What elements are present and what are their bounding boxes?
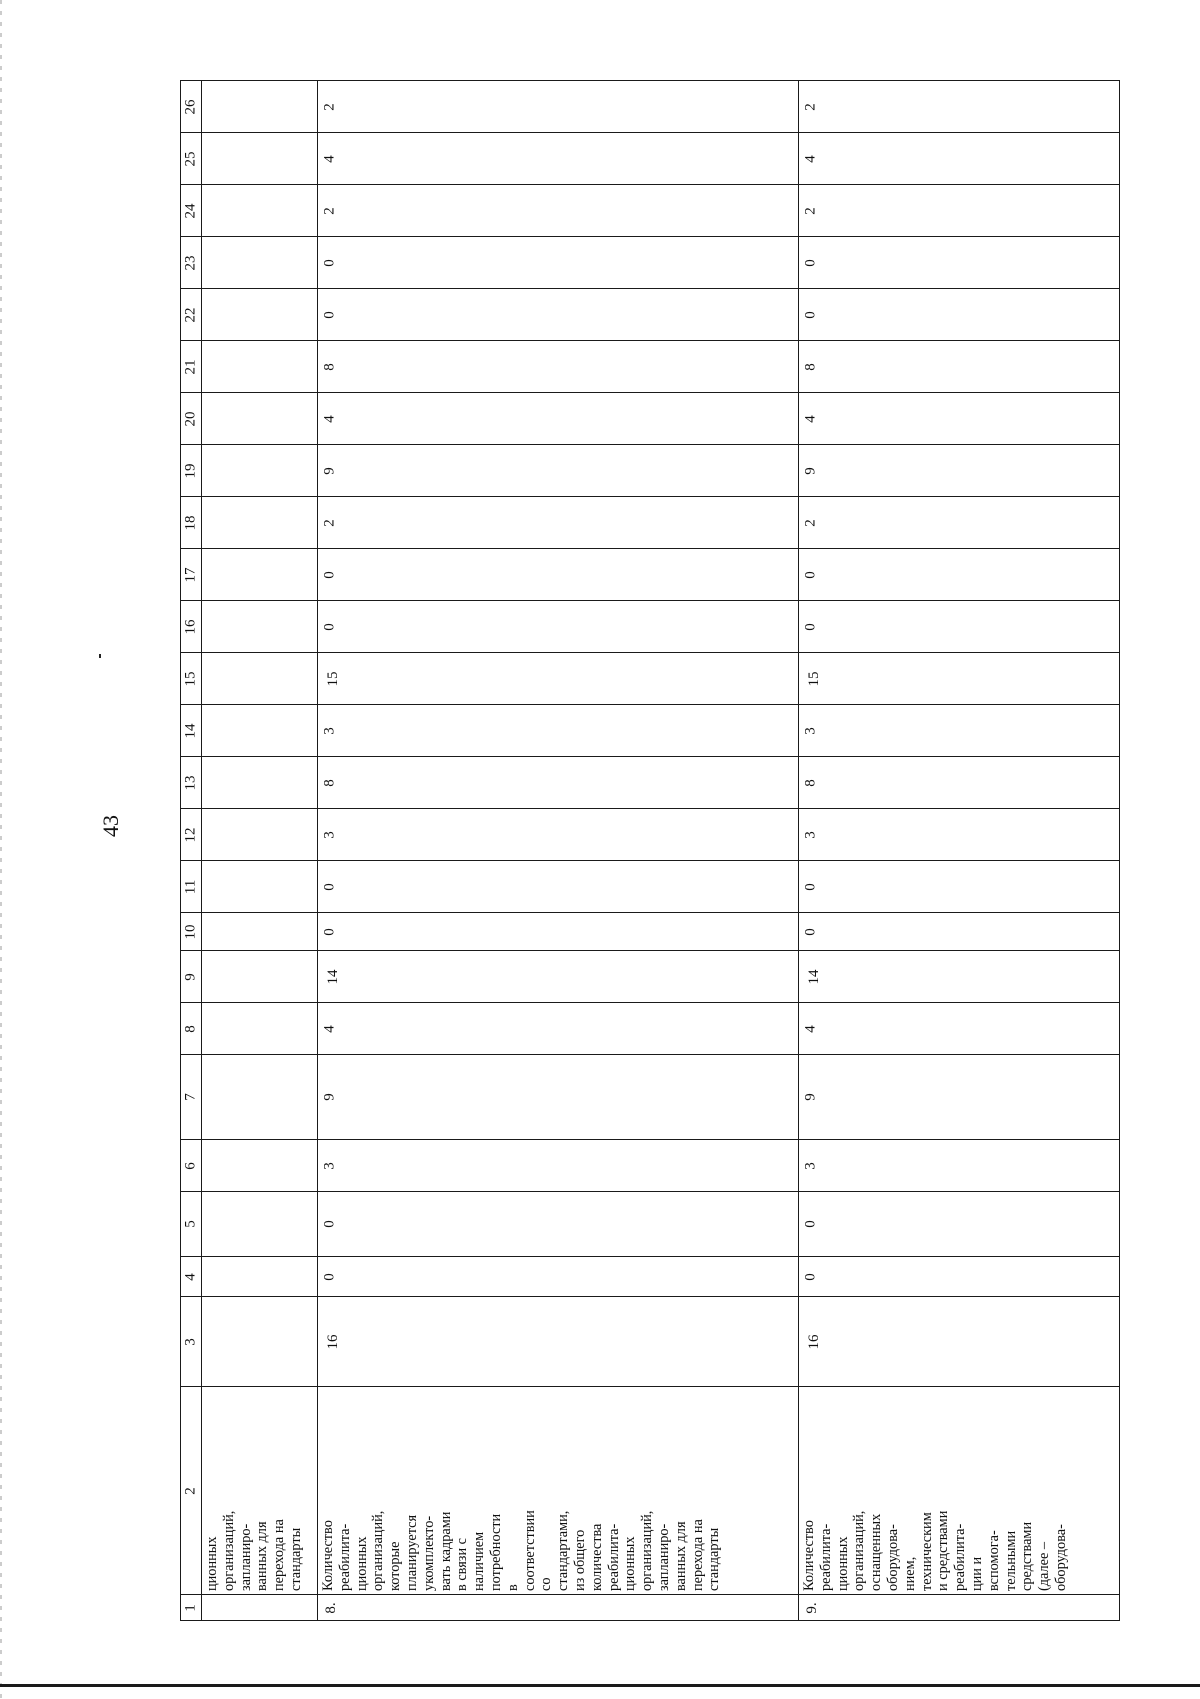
value-cell [799, 1055, 1120, 1140]
column-header-label: 4 [182, 1272, 199, 1281]
value-cell [318, 951, 799, 1003]
description-line: стандартами, [555, 1510, 572, 1591]
value-cell [799, 1257, 1120, 1297]
column-header-label: 22 [182, 307, 199, 322]
column-header-label: 6 [182, 1161, 199, 1170]
cell-value: 3 [802, 830, 819, 839]
value-cell [318, 393, 799, 445]
row-number: 9. [804, 1601, 821, 1614]
cell-value: 8 [321, 362, 338, 371]
column-header-label: 14 [182, 723, 199, 738]
value-cell [202, 1003, 318, 1055]
column-header-label: 9 [182, 972, 199, 981]
value-cell [202, 549, 318, 601]
scan-speck [99, 654, 101, 658]
table-row-col-22 [181, 289, 1120, 341]
table-row-col-23 [181, 237, 1120, 289]
column-header-label: 7 [182, 1093, 199, 1101]
value-cell [202, 653, 318, 705]
column-header [181, 1595, 202, 1621]
value-cell [318, 1192, 799, 1257]
cell-value: 8 [802, 778, 819, 787]
value-cell [202, 445, 318, 497]
value-cell [202, 951, 318, 1003]
description-line: запланиро- [237, 1523, 254, 1591]
description-line: со [538, 1577, 555, 1591]
table-row-col-4 [181, 1257, 1120, 1297]
value-cell [202, 861, 318, 913]
row-description-cell [318, 1387, 799, 1595]
value-cell [799, 809, 1120, 861]
value-cell [799, 653, 1120, 705]
table-row-col-21 [181, 341, 1120, 393]
value-cell [318, 601, 799, 653]
cell-value: 2 [802, 102, 819, 111]
table-row-col-15 [181, 653, 1120, 705]
column-header-label: 23 [182, 255, 199, 270]
value-cell [202, 341, 318, 393]
cell-value: 16 [325, 1334, 341, 1349]
description-line: ции и [968, 1556, 985, 1591]
value-cell [318, 1297, 799, 1387]
value-cell [799, 341, 1120, 393]
description-line: реабилита- [952, 1523, 969, 1591]
column-header-label: 24 [182, 203, 199, 218]
value-cell [318, 1003, 799, 1055]
row-number-cell [318, 1595, 799, 1621]
value-cell [799, 951, 1120, 1003]
value-cell [799, 757, 1120, 809]
column-header [181, 705, 202, 757]
column-header [181, 861, 202, 913]
description-line: ционных [622, 1536, 639, 1591]
cell-value: 2 [321, 102, 338, 111]
value-cell [799, 1003, 1120, 1055]
value-cell [202, 913, 318, 951]
description-line: Количество [320, 1520, 336, 1591]
cell-value: 14 [806, 969, 822, 984]
column-header [181, 809, 202, 861]
cell-value: 0 [321, 258, 338, 267]
value-cell [318, 1055, 799, 1140]
cell-value: 4 [321, 1024, 338, 1033]
value-cell [799, 1140, 1120, 1192]
cell-value: 0 [802, 1272, 819, 1281]
cell-value: 0 [802, 570, 819, 579]
value-cell [318, 861, 799, 913]
table-row-col-19 [181, 445, 1120, 497]
row-number-cell [202, 1595, 318, 1621]
row-number: 8. [323, 1601, 340, 1614]
column-header [181, 289, 202, 341]
table-row-col-25 [181, 133, 1120, 185]
description-line: Количество [801, 1520, 817, 1591]
value-cell [799, 1192, 1120, 1257]
value-cell [799, 861, 1120, 913]
description-line: (далее – [1036, 1541, 1053, 1591]
value-cell [202, 497, 318, 549]
column-header [181, 133, 202, 185]
cell-value: 0 [802, 882, 819, 891]
description-line: планируется [403, 1514, 420, 1591]
value-cell [202, 185, 318, 237]
cell-value: 4 [321, 154, 338, 163]
column-header [181, 1140, 202, 1192]
column-header-label: 12 [182, 827, 199, 842]
table-row-col-6 [181, 1140, 1120, 1192]
description-line: реабилита- [817, 1523, 834, 1591]
column-header [181, 549, 202, 601]
column-header [181, 1297, 202, 1387]
description-line: и средствами [935, 1510, 952, 1591]
value-cell [318, 185, 799, 237]
cell-value: 0 [321, 882, 338, 891]
column-header-label: 16 [182, 619, 199, 634]
description-line: средствами [1019, 1521, 1036, 1591]
cell-value: 0 [802, 622, 819, 631]
value-cell [318, 81, 799, 133]
cell-value: 0 [321, 570, 338, 579]
value-cell [318, 445, 799, 497]
column-header-label: 13 [182, 775, 199, 790]
column-header [181, 185, 202, 237]
cell-value: 0 [321, 927, 338, 936]
column-header [181, 601, 202, 653]
row-description [318, 1387, 725, 1595]
value-cell [799, 237, 1120, 289]
table-row-col-5 [181, 1192, 1120, 1257]
cell-value: 4 [321, 414, 338, 423]
table-row-col-1 [181, 1595, 1120, 1621]
table-row-col-12 [181, 809, 1120, 861]
table-row-col-26 [181, 81, 1120, 133]
page-number: 43 [98, 815, 123, 837]
value-cell [202, 809, 318, 861]
description-line: техническим [918, 1512, 935, 1591]
cell-value: 0 [321, 1220, 338, 1228]
value-cell [318, 497, 799, 549]
description-line: укомплекто- [420, 1515, 437, 1591]
column-header [181, 1055, 202, 1140]
column-header-label: 18 [182, 515, 199, 530]
cell-value: 3 [321, 726, 338, 735]
value-cell [318, 757, 799, 809]
column-header [181, 237, 202, 289]
cell-value: 2 [802, 206, 819, 215]
column-header [181, 81, 202, 133]
cell-value: 4 [802, 414, 819, 423]
cell-value: 0 [321, 1272, 338, 1281]
value-cell [799, 289, 1120, 341]
value-cell [318, 133, 799, 185]
value-cell [799, 133, 1120, 185]
column-header [181, 445, 202, 497]
description-line: реабилита- [605, 1523, 622, 1591]
value-cell [318, 1140, 799, 1192]
column-header-label: 10 [182, 924, 199, 939]
row-description-cell [799, 1387, 1120, 1595]
value-cell [799, 81, 1120, 133]
column-header [181, 757, 202, 809]
column-header-label: 19 [182, 463, 199, 478]
column-header [181, 1003, 202, 1055]
table-row-col-14 [181, 705, 1120, 757]
value-cell [799, 497, 1120, 549]
column-header [181, 1257, 202, 1297]
description-line: организаций, [220, 1510, 237, 1591]
value-cell [318, 705, 799, 757]
cell-value: 0 [321, 310, 338, 319]
cell-value: 3 [321, 1161, 338, 1170]
column-header-label: 11 [182, 879, 199, 894]
value-cell [202, 133, 318, 185]
description-line: перехода на [689, 1519, 706, 1591]
value-cell [318, 653, 799, 705]
column-header-label: 26 [182, 99, 199, 114]
value-cell [318, 237, 799, 289]
description-line: которые [387, 1541, 404, 1591]
column-header [181, 497, 202, 549]
cell-value: 0 [802, 927, 819, 936]
value-cell [318, 809, 799, 861]
description-line: стандарты [287, 1527, 304, 1591]
description-line: оборудова- [1052, 1524, 1069, 1591]
column-header-label: 1 [182, 1603, 199, 1612]
column-header-label: 15 [182, 671, 199, 686]
table-row-col-3 [181, 1297, 1120, 1387]
column-header [181, 1387, 202, 1595]
description-line: потребности [487, 1513, 504, 1591]
column-header [181, 1192, 202, 1257]
value-cell [202, 1257, 318, 1297]
value-cell [799, 445, 1120, 497]
description-line: перехода на [271, 1519, 288, 1591]
cell-value: 0 [802, 310, 819, 319]
description-line: организаций, [851, 1510, 868, 1591]
value-cell [202, 393, 318, 445]
description-line: оборудова- [884, 1524, 901, 1591]
cell-value: 3 [802, 726, 819, 735]
description-line: организаций, [639, 1510, 656, 1591]
value-cell [202, 601, 318, 653]
description-line: стандарты [706, 1527, 723, 1591]
value-cell [202, 757, 318, 809]
row-number-cell [799, 1595, 1120, 1621]
bottom-rule [0, 1684, 1200, 1687]
description-line: из общего [571, 1529, 588, 1591]
description-line: запланиро- [655, 1523, 672, 1591]
value-cell [202, 705, 318, 757]
value-cell [799, 549, 1120, 601]
value-cell [202, 1192, 318, 1257]
value-cell [799, 393, 1120, 445]
table-row-col-17 [181, 549, 1120, 601]
description-line: в [504, 1584, 521, 1591]
value-cell [318, 1257, 799, 1297]
value-cell [202, 237, 318, 289]
column-header [181, 913, 202, 951]
row-description [799, 1387, 1072, 1595]
cell-value: 9 [321, 1093, 338, 1101]
column-header [181, 951, 202, 1003]
description-line: вспомога- [985, 1530, 1002, 1591]
description-line: ванных для [672, 1521, 689, 1591]
column-header [181, 653, 202, 705]
description-line: организаций, [370, 1510, 387, 1591]
description-line: вать кадрами [437, 1511, 454, 1591]
cell-value: 0 [321, 622, 338, 631]
cell-value: 15 [806, 671, 822, 686]
cell-value: 2 [802, 518, 819, 527]
value-cell [202, 81, 318, 133]
value-cell [202, 1140, 318, 1192]
scan-edge-noise [0, 0, 2, 1699]
value-cell [799, 185, 1120, 237]
table-row-col-10 [181, 913, 1120, 951]
description-line: соответствии [521, 1510, 538, 1591]
table-row-col-2 [181, 1387, 1120, 1595]
description-line: нием, [901, 1556, 918, 1591]
column-header-label: 25 [182, 151, 199, 166]
table-row-col-20 [181, 393, 1120, 445]
table-row-col-13 [181, 757, 1120, 809]
cell-value: 2 [321, 518, 338, 527]
column-header-label: 8 [182, 1024, 199, 1033]
value-cell [202, 1055, 318, 1140]
cell-value: 8 [321, 778, 338, 787]
column-header [181, 393, 202, 445]
cell-value: 16 [806, 1334, 822, 1349]
description-line: в связи с [454, 1537, 471, 1591]
cell-value: 2 [321, 206, 338, 215]
column-header [181, 341, 202, 393]
value-cell [318, 289, 799, 341]
description-line: наличием [471, 1531, 488, 1591]
table-row-col-24 [181, 185, 1120, 237]
table-row-col-8 [181, 1003, 1120, 1055]
cell-value: 15 [325, 671, 341, 686]
column-header-label: 5 [182, 1220, 199, 1228]
column-header-label: 20 [182, 411, 199, 426]
table-row-col-11 [181, 861, 1120, 913]
description-line: ционных [204, 1536, 220, 1591]
table-row-col-9 [181, 951, 1120, 1003]
data-table [180, 80, 1120, 1621]
cell-value: 4 [802, 1024, 819, 1033]
column-header-label: 17 [182, 567, 199, 582]
value-cell [799, 913, 1120, 951]
cell-value: 0 [802, 258, 819, 267]
column-header-label: 2 [182, 1486, 199, 1495]
cell-value: 0 [802, 1220, 819, 1228]
value-cell [318, 913, 799, 951]
cell-value: 3 [802, 1161, 819, 1170]
description-line: количества [588, 1523, 605, 1591]
description-line: ванных для [254, 1521, 271, 1591]
value-cell [799, 601, 1120, 653]
description-line: ционных [834, 1536, 851, 1591]
cell-value: 14 [325, 969, 341, 984]
description-line: оснащенных [868, 1513, 885, 1591]
column-header-label: 21 [182, 359, 199, 374]
cell-value: 4 [802, 154, 819, 163]
cell-value: 9 [802, 466, 819, 475]
description-line: тельными [1002, 1530, 1019, 1591]
cell-value: 9 [802, 1093, 819, 1101]
value-cell [318, 341, 799, 393]
row-description-cell [202, 1387, 318, 1595]
value-cell [318, 549, 799, 601]
description-line: ционных [353, 1536, 370, 1591]
cell-value: 3 [321, 830, 338, 839]
value-cell [799, 705, 1120, 757]
table-row-col-18 [181, 497, 1120, 549]
table-row-col-7 [181, 1055, 1120, 1140]
table-row-col-16 [181, 601, 1120, 653]
description-line: реабилита- [336, 1523, 353, 1591]
row-description [202, 1387, 307, 1595]
value-cell [799, 1297, 1120, 1387]
cell-value: 8 [802, 362, 819, 371]
column-header-label: 3 [182, 1337, 199, 1346]
value-cell [202, 289, 318, 341]
cell-value: 9 [321, 466, 338, 475]
value-cell [202, 1297, 318, 1387]
